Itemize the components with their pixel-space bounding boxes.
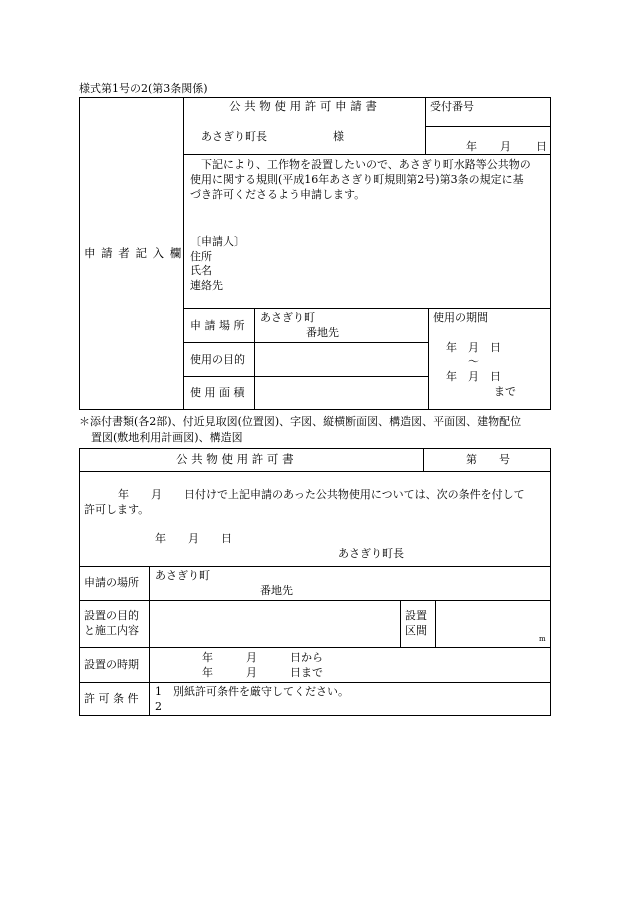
period-label: 使用の期間: [433, 311, 488, 324]
applicant-side-label: 申 請 者 記 入 欄: [84, 246, 183, 260]
permit-time-from: 年 月 日から: [202, 651, 323, 664]
location-town: あさぎり町: [260, 311, 315, 324]
addressee: あさぎり町長 様: [201, 130, 344, 143]
application-body-line: 使用に関する規則(平成16年あさぎり町規則第2号)第3条の規定に基: [190, 173, 524, 186]
permit-purpose-label: 設置の目的: [84, 609, 139, 622]
location-suffix: 番地先: [306, 326, 339, 339]
application-title: 公 共 物 使 用 許 可 申 請 書: [229, 99, 377, 113]
permit-location-suffix: 番地先: [260, 584, 293, 597]
receipt-day: 日: [536, 140, 547, 153]
receipt-month: 月: [500, 140, 511, 153]
permit-body-line: 許可します。: [84, 503, 150, 516]
applicant-header: 〔申請人〕: [190, 235, 245, 248]
period-from: 年 月 日: [446, 341, 501, 354]
receipt-number-label: 受付番号: [430, 100, 474, 113]
application-body-line: づき許可くださるよう申請します。: [190, 188, 366, 201]
permit-issuer: あさぎり町長: [338, 547, 404, 560]
address-label: 住所: [190, 250, 212, 263]
application-body-line: 下記により、工作物を設置したいので、あさぎり町水路等公共物の: [190, 158, 531, 171]
permit-conditions-label: 許 可 条 件: [84, 692, 139, 705]
permit-purpose-label-cont: と施工内容: [84, 624, 139, 637]
location-label: 申 請 場 所: [190, 319, 245, 332]
form-id: 様式第1号の2(第3条関係): [79, 82, 208, 95]
permit-number-label: 第 号: [466, 453, 510, 466]
attachments-note: ＊添付書類(各2部)、付近見取図(位置図)、字図、縦横断面図、構造図、平面図、建物配位: [79, 415, 522, 428]
permit-condition-1: 1 別紙許可条件を厳守してください。: [155, 685, 349, 698]
permit-date: 年 月 日: [155, 532, 232, 545]
period-tilde: ～: [468, 355, 479, 368]
purpose-label: 使用の目的: [190, 353, 245, 366]
meter-unit: m: [539, 635, 546, 643]
permit-location-town: あさぎり町: [155, 569, 210, 582]
permit-location-label: 申請の場所: [84, 576, 139, 589]
permit-section-label-cont: 区間: [405, 624, 427, 637]
permit-time-label: 設置の時期: [84, 658, 139, 671]
receipt-year: 年: [466, 140, 477, 153]
permit-body-line: 年 月 日付けで上記申請のあった公共物使用については、次の条件を付して: [118, 488, 525, 501]
attachments-note-cont: 置図(敷地利用計画図)、構造図: [91, 431, 243, 444]
area-label: 使 用 面 積: [190, 386, 245, 399]
contact-label: 連絡先: [190, 279, 223, 292]
name-label: 氏名: [190, 264, 212, 277]
permit-section-label: 設置: [405, 609, 427, 622]
permit-time-to: 年 月 日まで: [202, 666, 323, 679]
period-to: 年 月 日: [446, 370, 501, 383]
period-until: まで: [494, 385, 516, 398]
permit-condition-2: 2: [155, 700, 162, 713]
permit-title: 公 共 物 使 用 許 可 書: [176, 452, 294, 466]
